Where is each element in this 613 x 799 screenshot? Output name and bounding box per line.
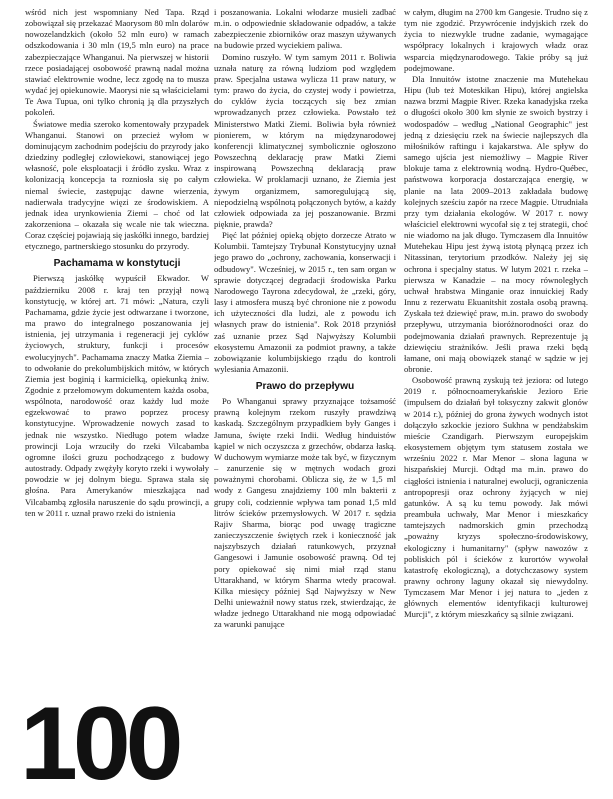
paragraph: Pierwszą jaskółkę wypuścił Ekwador. W październiku 2008 r. kraj ten przyjął nową konstytucję, w której art. 71 mówi: „Natura, czyli Pachamama, gdzie życie jest odtwarzane i tworzone, ma prawo do integralnego poszanowania jej istnienia, jej utrzymania i regeneracji jej cyklów życiowych, struktury, funkcji i procesów ewolucyjnych". Pachamama znaczy Matka Ziemia – to odwołanie do prekolumbijskich mitów, w których Ziemia jest boginią i karmicielką, opiekunką żniw. Zgodnie z przełomowym dokumentem każda osoba, wspólnota, narodowość oraz każdy lud może egzekwować to prawo poprzez procesy konstytucyjne. Wprowadzenie nowych zasad to jednak nie wszystko. Niedługo potem władze prowincji Loja wrzuciły do rzeki Vilcabamba ogromne ilości gruzu pochodzącego z budowy autostrady. Odpady zwężyły koryto rzeki i wywołały powodzie w jej dolnym biegu. Sprawa stała się głośna. Para Amerykanów mieszkająca nad Vilcabambą zgłosiła naruszenie do sądu prowincji, a ten w 2011 r. uznał prawo rzeki do istnienia: [25, 273, 209, 518]
paragraph: Pięć lat później opieką objęto dorzecze Atrato w Kolumbii. Tamtejszy Trybunał Konstytucyjny uznał jego prawo do „ochrony, zachowania, konserwacji i odbudowy". Wcześniej, w 2015 r., ten sam organ w sprawie dotyczącej degradacji środowiska Parku Narodowego Tayrona zdecydował, że „rzeki, góry, lasy i atmosfera muszą być chronione nie z powodu ich użyteczności dla ludzi, ale z powodu ich własnych praw do istnienia". Rok 2018 przyniósł zaś uznanie przez Sąd Najwyższy Kolumbii ekosystemu Amazonii za podmiot prawny, a także zobowiązanie kolumbijskiego rządu do kontroli wylesiania Amazonii.: [214, 230, 396, 374]
paragraph: wśród nich jest wspomniany Ned Tapa. Rząd zobowiązał się przekazać Maorysom 80 mln dolarów nowozelandzkich (około 52 mln euro) w ramach odszkodowania i 30 mln (19,5 mln euro) na prace zabezpieczające Whanganui. Na pierwszej w historii rzece posiadającej osobowość prawną nadal można stawiać elektrownie wodne, lecz zgodę na to musza wydać jej opiekunowie. Maorysi nie są właścicielami Te Awa Tupua, oni tylko chronią ją dla przyszłych pokoleń.: [25, 7, 209, 118]
text-column-1: [25, 7, 209, 699]
paragraph: Światowe media szeroko komentowały przypadek Whanganui. Stanowi on przecież wyłom w dominującym zachodnim podejściu do przyrody jako dziedziny podległej człowiekowi, stanowiącej jego własność, pole eksploatacji i źródło zysku. Wraz z kolonizacją koncepcja ta rozniosła się po całym niemal świecie, zastępując dawne wierzenia, nadierwała tradycyjne więzi ze środowiskiem. A jednak idea urynkowienia Ziemi – choć od lat zakorzeniona – okazała się wcale nie tak wieczna. Coraz częściej pojawiają się jaskółki innego, bardziej etycznego, partnerskiego stosunku do przyrody.: [25, 118, 209, 252]
page-number: 100: [20, 686, 179, 799]
section-heading: Pachamama w konstytucji: [53, 258, 181, 270]
paragraph: w całym, długim na 2700 km Gangesie. Trudno się z tym nie zgodzić. Przywrócenie indyjskich rzek do życia to niezwykle trudne zadanie, wymagające współpracy lokalnych i krajowych władz oraz wsparcia międzynarodowego. Takie próby są już podejmowane.: [404, 7, 588, 73]
paragraph: Domino ruszyło. W tym samym 2011 r. Boliwia uznała naturę za równą ludziom pod względem praw. Specjalna ustawa wylicza 11 praw natury, w tym: prawo do życia, do czystej wody i powietrza, do cyklów życia toczących się bez zmian wprowadzanych przez człowieka. Powstało też Ministerstwo Matki Ziemi. Boliwia była również pionierem, w którym na międzynarodowej konferencji klimatycznej symbolicznie ogłoszono Powszechną deklarację praw Matki Ziemi inspirowaną Powszechną deklaracją praw człowieka. W proklamacji uznano, że Ziemia jest żywym organizmem, samoregulującą się, niepodzielną wspólnotą połączonych bytów, a każdy człowiek odpowiada za jej poszanowanie. Brzmi pięknie, prawda?: [214, 51, 396, 229]
paragraph: Osobowość prawną zyskują też jeziora: od lutego 2019 r. północnoamerykańskie Jezioro Erie (impulsem do działań był toksyczny zakwit glonów w 2014 r.), później do grona żywych wodnych istot dołączyło szkockie jezioro Sukhna w pendżabskim mieście Czandigarh. Pierwszym europejskim ekosystemem objętym tym statusem została we wrześniu 2022 r. Mar Menor – słona laguna w hiszpańskiej Murcji. Odtąd ma m.in. prawo do ciągłości istnienia i naturalnej ewolucji, ograniczenia antropopresji oraz ochrony żyjących w niej gatunków. A są ku temu powody. Jak mówi preambuła uchwały, Mar Menor i mieszkańcy tamtejszych nadmorskich gmin przechodzą „poważny kryzys społeczno-środowiskowy, ekologiczny i humanitarny" (spływ nawozów z pobliskich pól i ścieków z kurortów wywołał katastrofę ekologiczną), a dotychczasowy system prawny ochrony laguny okazał się niewydolny. Tymczasem Mar Menor i jej natura to „jeden z głównych elementów identyfikacji kulturowej Murcji", z którym mieszkańcy są silnie związani.: [404, 375, 588, 620]
paragraph: i poszanowania. Lokalni włodarze musieli zadbać m.in. o odpowiednie składowanie odpadów, a także zabezpieczenie zbiorników oraz maszyn używanych na budowie przed wyciekiem paliwa.: [214, 7, 396, 51]
section-heading: Prawo do przepływu: [255, 381, 355, 393]
paragraph: Dla Innuitów istotne znaczenie ma Mutehekau Hipu (lub też Moteskikan Hipu), której angielska nazwa brzmi Magpie River. Rzeka kanadyjska rzeka o długości około 300 km słynie ze swoich bystrzy i wodospadów – według „National Geographic" jest jedną z dziesięciu rzek na świecie najlepszych dla miłośników raftingu i kajakarstwa. Ale spływ do samego ujścia jest niemożliwy – Magpie River blokuje tama z elektrownią wodną. Hydro-Québec, państwowa korporacja dostarczająca energię, w planie na lata 2009–2013 zakładała budowę kolejnych sześciu zapór na rzece Magpie. Utrudniała przy tym działania ekologów. W 2017 r. nowy właściciel elektrowni wycofał się z tej strategii, choć nie wiadomo na jak długo. Tymczasem dla Innuitów Mutehekau Hipu jest żywą istotą płynącą przez ich Nitassinan, terytorium przodków. Należy jej się ochrona i specjalny status. W lutym 2021 r. rzeka – pierwsza w Kanadzie – na mocy równoległych uchwał hrabstwa Minganie oraz innuickiej Rady Innu z rezerwatu Ekuanitshit została osobą prawną. Zyskała też dziewięć praw, m.in. prawo do swobody przepływu, utrzymania bioróżnorodności oraz do podejmowania działań prawnych. Reprezentuje ją dziewięciu strażników. Jeśli prawa rzeki będą łamane, oni mają obowiązek stanąć w sądzie w jej obronie.: [404, 73, 588, 374]
text-column-3: [404, 7, 588, 793]
text-column-2: [214, 7, 396, 793]
paragraph: Po Whanganui sprawy przyznające tożsamość prawną kolejnym rzekom ruszyły prawdziwą kaskadą. Szczególnym przypadkiem były Ganges i Jamuna, święte rzeki Indii. Według hinduistów kąpiel w nich oczyszcza z grzechów, obdarza łaską. W duchowym wymiarze może tak być, w fizycznym – zanurzenie się w mętnych wodach grozi poważnymi chorobami. Oblicza się, że w 1,5 ml wody z Gangesu znajdziemy 100 mln bakterii z grupy coli, codziennie wpływa tam ponad 1,5 mld litrów ścieków przemysłowych. W 2017 r. sędzia Rajiv Sharma, biorąc pod uwagę tragiczne zanieczyszczenie świętych rzek i konieczność jak najszybszych działań ratunkowych, przyznał Gangesowi i Jamunie osobowość prawną. Od tej pory opiekować się nimi miał rząd stanu Uttarakhand, w którym Sharma wtedy pracował. Kilka miesięcy później Sąd Najwyższy w New Delhi unieważnił nowy status rzek, stwierdzając, że władze jednego Uttarakhand nie mogą odpowiadać za warunki panujące: [214, 396, 396, 630]
